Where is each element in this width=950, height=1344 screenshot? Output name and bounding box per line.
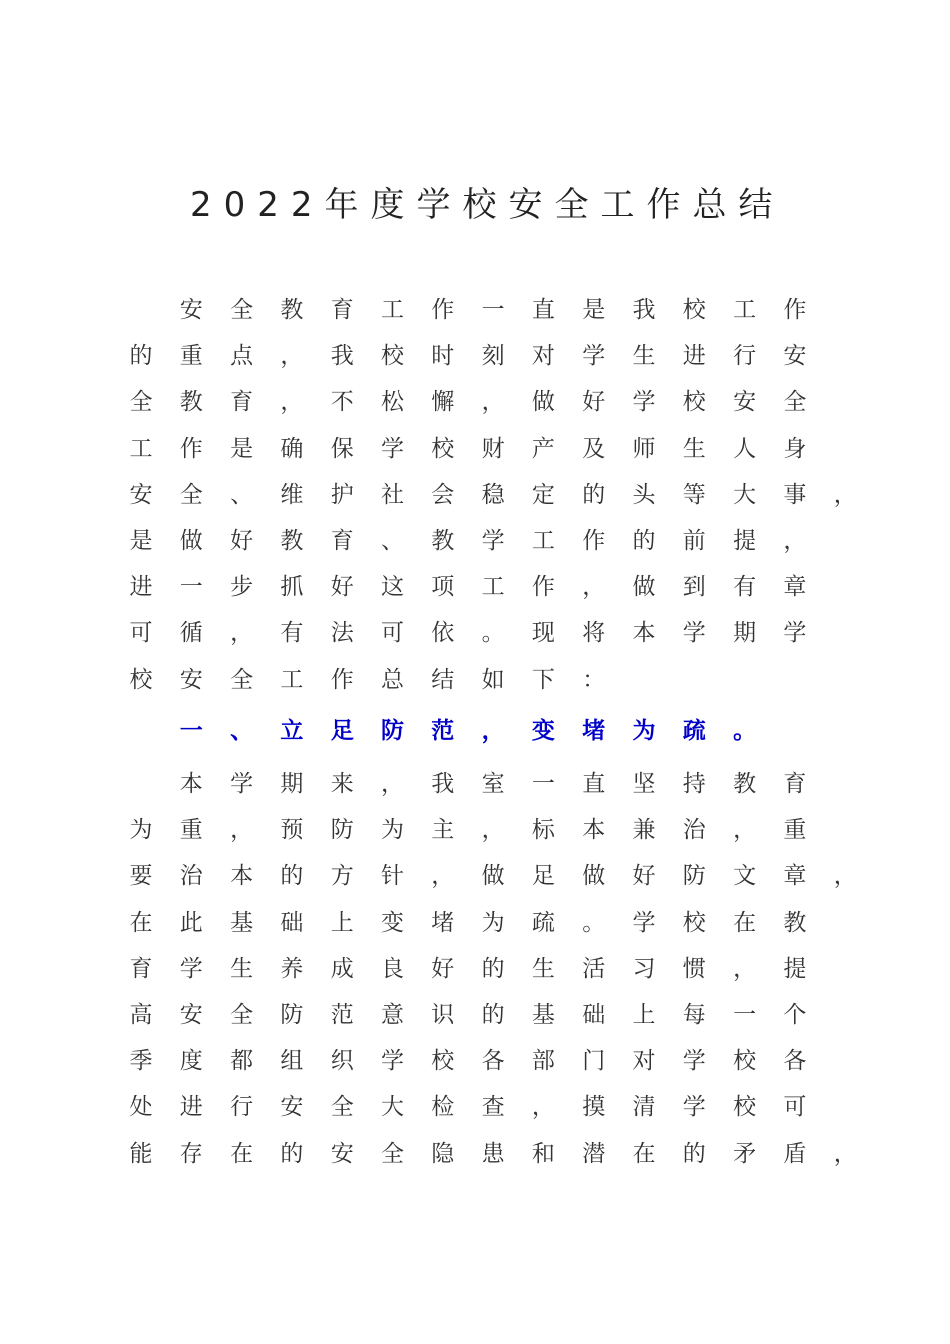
text-char: ， xyxy=(733,817,757,844)
text-char: 的 xyxy=(280,863,304,890)
paragraph1-line xyxy=(0,379,950,425)
text-char: 这 xyxy=(381,574,404,601)
text-char: 成 xyxy=(330,955,354,982)
text-char: 足 xyxy=(531,863,555,890)
text-char: ， xyxy=(582,574,606,601)
text-char: 疏 xyxy=(531,909,555,936)
text-char: 校 xyxy=(431,435,455,462)
heading-char: 。 xyxy=(733,718,757,744)
text-char: 一 xyxy=(531,771,555,797)
heading-char: 防 xyxy=(381,718,404,744)
document-title: 2022年度学校安全工作总结 xyxy=(190,185,785,225)
text-char: 松 xyxy=(381,389,404,416)
text-char: 作 xyxy=(582,528,606,554)
text-char: 处 xyxy=(129,1094,153,1121)
text-char: 高 xyxy=(129,1002,153,1028)
text-char: 生 xyxy=(632,343,656,370)
text-char: 我 xyxy=(330,343,354,370)
text-char: 生 xyxy=(531,955,555,982)
text-char: 良 xyxy=(381,955,404,982)
text-char: 大 xyxy=(381,1094,404,1121)
text-char: 护 xyxy=(330,481,354,508)
text-char: 教 xyxy=(280,528,304,554)
text-char: 工 xyxy=(280,666,304,693)
text-char: 结 xyxy=(431,666,455,693)
text-char: 的 xyxy=(582,481,606,508)
text-char: 生 xyxy=(230,955,254,982)
text-char: 针 xyxy=(381,863,404,890)
text-char: 对 xyxy=(531,343,555,370)
paragraph2-line xyxy=(0,946,950,992)
text-char: 础 xyxy=(280,909,304,936)
text-char: 循 xyxy=(179,620,203,647)
text-char: 好 xyxy=(582,389,606,416)
text-char: 点 xyxy=(230,343,254,370)
text-char: 患 xyxy=(481,1140,505,1167)
text-char: ， xyxy=(280,343,304,370)
text-char: 室 xyxy=(481,771,505,797)
text-char: 每 xyxy=(682,1002,706,1028)
paragraph2-line xyxy=(0,1131,950,1177)
text-char: 一 xyxy=(733,1002,757,1028)
text-char: ： xyxy=(582,666,606,693)
text-char: 隐 xyxy=(431,1140,455,1167)
text-char: 矛 xyxy=(733,1140,757,1167)
text-char: 好 xyxy=(330,574,354,601)
text-char: 工 xyxy=(129,435,153,462)
text-char: ， xyxy=(431,863,455,890)
text-char: 事 xyxy=(783,481,807,508)
text-char: 作 xyxy=(179,435,203,462)
text-char: 标 xyxy=(531,817,555,844)
text-char: 治 xyxy=(682,817,706,844)
text-char: 季 xyxy=(129,1048,153,1075)
text-char: 基 xyxy=(230,909,254,936)
text-char: 确 xyxy=(280,435,304,462)
text-char: ， xyxy=(280,389,304,416)
text-char: 做 xyxy=(179,528,203,554)
text-char: 做 xyxy=(632,574,656,601)
text-char: 摸 xyxy=(582,1094,606,1121)
text-char: 为 xyxy=(129,817,153,844)
text-char: 教 xyxy=(783,909,807,936)
text-char: ， xyxy=(230,620,254,647)
text-char: 作 xyxy=(783,297,807,323)
text-char: 学 xyxy=(179,955,203,982)
text-char: 可 xyxy=(783,1094,807,1121)
text-char: 为 xyxy=(481,909,505,936)
text-char: 定 xyxy=(531,481,555,508)
text-char: 时 xyxy=(431,343,455,370)
text-char: 学 xyxy=(230,771,254,797)
text-char: 惯 xyxy=(682,955,706,982)
text-char: 育 xyxy=(330,528,354,554)
paragraph2-line xyxy=(0,1084,950,1130)
text-char: 依 xyxy=(431,620,455,647)
text-char: 对 xyxy=(632,1048,656,1075)
text-char: 要 xyxy=(129,863,153,890)
text-char: 稳 xyxy=(481,481,505,508)
text-char: 盾 xyxy=(783,1140,807,1167)
text-char: ， xyxy=(531,1094,555,1121)
paragraph1-line xyxy=(0,564,950,610)
text-char: 能 xyxy=(129,1140,153,1167)
text-char: 重 xyxy=(179,817,203,844)
text-char: 作 xyxy=(531,574,555,601)
text-char: 进 xyxy=(129,574,153,601)
text-char: 全 xyxy=(230,297,254,323)
text-char: 和 xyxy=(531,1140,555,1167)
text-char: 学 xyxy=(632,389,656,416)
text-char: 育 xyxy=(783,771,807,797)
text-char: 做 xyxy=(481,863,505,890)
text-char: 的 xyxy=(682,1140,706,1167)
text-char: 项 xyxy=(431,574,455,601)
text-char: 全 xyxy=(230,666,254,693)
heading-char: 一 xyxy=(179,718,203,744)
text-char: 、 xyxy=(381,528,404,554)
text-char: 本 xyxy=(230,863,254,890)
text-char: 现 xyxy=(531,620,555,647)
text-char: 产 xyxy=(531,435,555,462)
text-char: 防 xyxy=(330,817,354,844)
text-char: 我 xyxy=(632,297,656,323)
text-char: 持 xyxy=(682,771,706,797)
text-char: 会 xyxy=(431,481,455,508)
text-char: 安 xyxy=(179,666,203,693)
text-char: 校 xyxy=(682,909,706,936)
text-char: 校 xyxy=(129,666,153,693)
text-char: 保 xyxy=(330,435,354,462)
text-char: 各 xyxy=(783,1048,807,1075)
text-char: 期 xyxy=(280,771,304,797)
text-char: ， xyxy=(833,481,857,508)
paragraph1-line xyxy=(0,472,950,518)
text-char: ， xyxy=(833,1140,857,1167)
text-char: 的 xyxy=(129,343,153,370)
text-char: 安 xyxy=(733,389,757,416)
text-char: 范 xyxy=(330,1002,354,1028)
paragraph1-line xyxy=(0,518,950,564)
text-char: 。 xyxy=(481,620,505,647)
heading-char: 、 xyxy=(230,718,254,744)
text-char: 上 xyxy=(330,909,354,936)
text-char: 懈 xyxy=(431,389,455,416)
text-char: 门 xyxy=(582,1048,606,1075)
text-char: 直 xyxy=(531,297,555,323)
text-char: 都 xyxy=(230,1048,254,1075)
text-char: 可 xyxy=(129,620,153,647)
text-char: 到 xyxy=(682,574,706,601)
text-char: 的 xyxy=(481,955,505,982)
text-char: 来 xyxy=(330,771,354,797)
text-char: 将 xyxy=(582,620,606,647)
text-char: 不 xyxy=(330,389,354,416)
text-char: 安 xyxy=(783,343,807,370)
text-char: 维 xyxy=(280,481,304,508)
text-char: 学 xyxy=(682,1048,706,1075)
text-char: 育 xyxy=(330,297,354,323)
paragraph1-line xyxy=(0,333,950,379)
paragraph2-line xyxy=(0,900,950,946)
paragraph1-line xyxy=(0,657,950,703)
text-char: 下 xyxy=(531,666,555,693)
text-char: 本 xyxy=(179,771,203,797)
heading-char: 疏 xyxy=(682,718,706,744)
text-char: 、 xyxy=(230,481,254,508)
text-char: 学 xyxy=(682,1094,706,1121)
text-char: 好 xyxy=(632,863,656,890)
text-char: 为 xyxy=(381,817,404,844)
text-char: ， xyxy=(783,528,807,554)
text-char: 提 xyxy=(733,528,757,554)
paragraph2-line xyxy=(0,992,950,1038)
text-char: 的 xyxy=(481,1002,505,1028)
text-char: 行 xyxy=(230,1094,254,1121)
text-char: 学 xyxy=(481,528,505,554)
text-char: 期 xyxy=(733,620,757,647)
text-char: 主 xyxy=(431,817,455,844)
paragraph2-line xyxy=(0,853,950,899)
text-char: 校 xyxy=(682,389,706,416)
text-char: 此 xyxy=(179,909,203,936)
text-char: 校 xyxy=(682,297,706,323)
text-char: 总 xyxy=(381,666,404,693)
text-char: 提 xyxy=(783,955,807,982)
text-char: 的 xyxy=(632,528,656,554)
text-char: 身 xyxy=(783,435,807,462)
text-char: 前 xyxy=(682,528,706,554)
text-char: 学 xyxy=(582,343,606,370)
text-char: 文 xyxy=(733,863,757,890)
text-char: 工 xyxy=(381,297,404,323)
text-char: 的 xyxy=(280,1140,304,1167)
section-heading xyxy=(0,708,950,754)
paragraph2-line xyxy=(0,807,950,853)
text-char: 行 xyxy=(733,343,757,370)
paragraph2-line xyxy=(0,1038,950,1084)
text-char: 作 xyxy=(330,666,354,693)
text-char: 意 xyxy=(381,1002,404,1028)
text-char: 是 xyxy=(230,435,254,462)
text-char: 人 xyxy=(733,435,757,462)
text-char: 防 xyxy=(682,863,706,890)
text-char: 堵 xyxy=(431,909,455,936)
text-char: 步 xyxy=(230,574,254,601)
text-char: 础 xyxy=(582,1002,606,1028)
paragraph2-line xyxy=(0,761,950,807)
text-char: 校 xyxy=(381,343,404,370)
text-char: 可 xyxy=(381,620,404,647)
text-char: 全 xyxy=(230,1002,254,1028)
text-char: 重 xyxy=(179,343,203,370)
heading-char: ， xyxy=(481,718,505,744)
text-char: 预 xyxy=(280,817,304,844)
text-char: 方 xyxy=(330,863,354,890)
text-char: 及 xyxy=(582,435,606,462)
text-char: 一 xyxy=(481,297,505,323)
text-char: 安 xyxy=(179,1002,203,1028)
text-char: 安 xyxy=(129,481,153,508)
text-char: 全 xyxy=(330,1094,354,1121)
text-char: 度 xyxy=(179,1048,203,1075)
heading-char: 变 xyxy=(531,718,555,744)
text-char: 校 xyxy=(733,1094,757,1121)
text-char: 有 xyxy=(280,620,304,647)
text-char: 坚 xyxy=(632,771,656,797)
text-char: 部 xyxy=(531,1048,555,1075)
text-char: ， xyxy=(733,955,757,982)
text-char: 我 xyxy=(431,771,455,797)
text-char: 治 xyxy=(179,863,203,890)
text-char: 教 xyxy=(280,297,304,323)
text-char: 查 xyxy=(481,1094,505,1121)
text-char: 清 xyxy=(632,1094,656,1121)
text-char: 安 xyxy=(280,1094,304,1121)
text-char: 检 xyxy=(431,1094,455,1121)
text-char: 教 xyxy=(733,771,757,797)
text-char: 组 xyxy=(280,1048,304,1075)
text-char: 校 xyxy=(431,1048,455,1075)
text-char: 头 xyxy=(632,481,656,508)
text-char: 进 xyxy=(179,1094,203,1121)
text-char: ， xyxy=(481,389,505,416)
text-char: 育 xyxy=(129,955,153,982)
text-char: 在 xyxy=(129,909,153,936)
text-char: 防 xyxy=(280,1002,304,1028)
text-char: 各 xyxy=(481,1048,505,1075)
text-char: 直 xyxy=(582,771,606,797)
text-char: ， xyxy=(381,771,404,797)
text-char: 做 xyxy=(582,863,606,890)
text-char: 进 xyxy=(682,343,706,370)
text-char: 。 xyxy=(582,909,606,936)
heading-char: 堵 xyxy=(582,718,606,744)
text-char: 学 xyxy=(682,620,706,647)
text-char: 好 xyxy=(431,955,455,982)
text-char: 工 xyxy=(733,297,757,323)
text-char: 安 xyxy=(179,297,203,323)
text-char: 基 xyxy=(531,1002,555,1028)
paragraph1-line xyxy=(0,426,950,472)
text-char: 好 xyxy=(230,528,254,554)
text-char: 章 xyxy=(783,574,807,601)
text-char: 生 xyxy=(682,435,706,462)
text-char: 有 xyxy=(733,574,757,601)
text-char: 兼 xyxy=(632,817,656,844)
text-char: 上 xyxy=(632,1002,656,1028)
text-char: 在 xyxy=(230,1140,254,1167)
text-char: 在 xyxy=(733,909,757,936)
text-char: ， xyxy=(833,863,857,890)
text-char: 学 xyxy=(632,909,656,936)
paragraph1-line xyxy=(0,287,950,333)
text-char: 潜 xyxy=(582,1140,606,1167)
text-char: 重 xyxy=(783,817,807,844)
heading-char: 范 xyxy=(431,718,455,744)
text-char: 教 xyxy=(179,389,203,416)
text-char: 安 xyxy=(330,1140,354,1167)
text-char: 全 xyxy=(381,1140,404,1167)
text-char: 财 xyxy=(481,435,505,462)
text-char: 是 xyxy=(129,528,153,554)
text-char: 学 xyxy=(783,620,807,647)
text-char: 养 xyxy=(280,955,304,982)
text-char: ， xyxy=(481,817,505,844)
text-char: 存 xyxy=(179,1140,203,1167)
text-char: 工 xyxy=(481,574,505,601)
heading-char: 为 xyxy=(632,718,656,744)
text-char: 作 xyxy=(431,297,455,323)
heading-char: 足 xyxy=(330,718,354,744)
paragraph1-line xyxy=(0,610,950,656)
text-char: 师 xyxy=(632,435,656,462)
text-char: 大 xyxy=(733,481,757,508)
text-char: 本 xyxy=(582,817,606,844)
text-char: 法 xyxy=(330,620,354,647)
text-char: 教 xyxy=(431,528,455,554)
text-char: 刻 xyxy=(481,343,505,370)
text-char: ， xyxy=(230,817,254,844)
text-char: 学 xyxy=(381,1048,404,1075)
text-char: 校 xyxy=(733,1048,757,1075)
text-char: 活 xyxy=(582,955,606,982)
text-char: 在 xyxy=(632,1140,656,1167)
text-char: 工 xyxy=(531,528,555,554)
text-char: 社 xyxy=(381,481,404,508)
text-char: 全 xyxy=(129,389,153,416)
text-char: 如 xyxy=(481,666,505,693)
text-char: 全 xyxy=(783,389,807,416)
text-char: 等 xyxy=(682,481,706,508)
text-char: 识 xyxy=(431,1002,455,1028)
heading-char: 立 xyxy=(280,718,304,744)
text-char: 育 xyxy=(230,389,254,416)
text-char: 章 xyxy=(783,863,807,890)
text-char: 一 xyxy=(179,574,203,601)
text-char: 是 xyxy=(582,297,606,323)
text-char: 学 xyxy=(381,435,404,462)
text-char: 抓 xyxy=(280,574,304,601)
text-char: 变 xyxy=(381,909,404,936)
text-char: 做 xyxy=(531,389,555,416)
text-char: 全 xyxy=(179,481,203,508)
text-char: 本 xyxy=(632,620,656,647)
text-char: 个 xyxy=(783,1002,807,1028)
text-char: 习 xyxy=(632,955,656,982)
text-char: 织 xyxy=(330,1048,354,1075)
